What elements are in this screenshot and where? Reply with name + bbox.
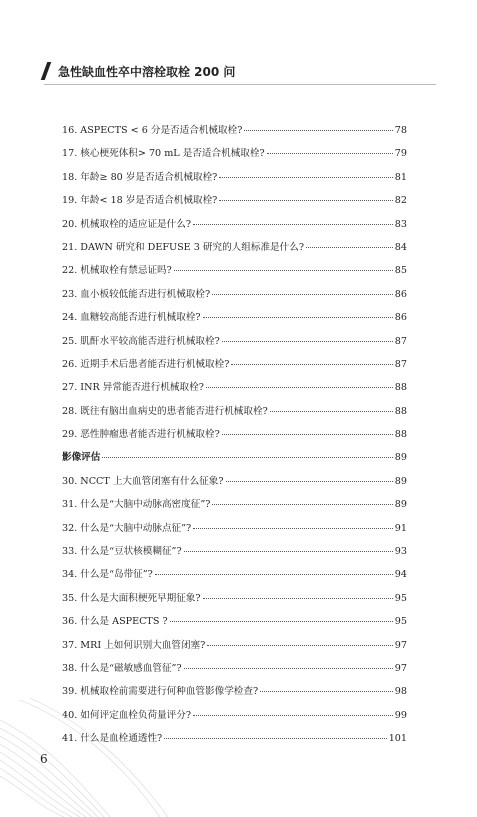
dot-leader [222, 341, 393, 342]
toc-entry-page: 97 [394, 662, 407, 674]
toc-entry-page: 86 [394, 312, 407, 324]
toc-entry-title: 40. 如何评定血栓负荷量评分? [62, 709, 191, 721]
toc-entry-title: 34. 什么是“岛带征”? [62, 569, 153, 581]
toc-entry-page: 87 [394, 335, 407, 347]
dot-leader [219, 200, 392, 201]
toc-entry-title: 39. 机械取栓前需要进行何种血管影像学检查? [62, 686, 259, 698]
toc-entry[interactable] [62, 239, 407, 262]
toc-entry[interactable] [62, 566, 407, 589]
toc-entry-title: 31. 什么是“大脑中动脉高密度征”? [62, 499, 211, 511]
toc-entry[interactable] [62, 613, 407, 636]
toc-entry[interactable] [62, 309, 407, 332]
toc-entry-page: 89 [394, 452, 407, 464]
toc-entry-title: 19. 年龄< 18 岁是否适合机械取栓? [62, 195, 218, 207]
toc-entry[interactable] [62, 403, 407, 426]
toc-entry-title: 30. NCCT 上大血管闭塞有什么征象? [62, 475, 224, 487]
toc-entry[interactable] [62, 379, 407, 402]
toc-entry-page: 91 [394, 522, 407, 534]
dot-leader [203, 317, 393, 318]
toc-entry-page: 78 [394, 125, 407, 136]
toc-entry-title: 26. 近期手术后患者能否进行机械取栓? [62, 358, 230, 370]
dot-leader [102, 457, 392, 458]
toc-entry[interactable] [62, 543, 407, 566]
toc-entry-title: 16. ASPECTS < 6 分是否适合机械取栓? [62, 125, 243, 136]
dot-leader [219, 177, 392, 178]
dot-leader [222, 434, 393, 435]
toc-entry-page: 79 [394, 148, 407, 160]
toc-entry-page: 97 [394, 639, 407, 651]
toc-entry-page: 86 [394, 288, 407, 300]
toc-entry-page: 94 [394, 569, 407, 581]
toc-entry[interactable] [62, 192, 407, 215]
decorative-wave-lines [0, 680, 200, 817]
toc-entry-page: 82 [394, 195, 407, 207]
toc-entry[interactable] [62, 169, 407, 192]
toc-entry-page: 84 [394, 241, 407, 253]
toc-entry[interactable] [62, 520, 407, 543]
dot-leader [226, 481, 393, 482]
toc-entry-title: 41. 什么是血栓通透性? [62, 733, 163, 745]
toc-entry-page: 101 [388, 733, 407, 745]
toc-entry-title: 38. 什么是“磁敏感血管征”? [62, 662, 182, 674]
toc-entry-page: 95 [394, 592, 407, 604]
dot-leader [212, 294, 393, 295]
toc-section-heading[interactable] [62, 449, 407, 472]
toc-entry-title: 22. 机械取栓有禁忌证吗? [62, 265, 172, 277]
toc-entry-title: 35. 什么是大面积梗死早期征象? [62, 592, 201, 604]
toc-entry-page: 98 [394, 686, 407, 698]
toc-entry[interactable] [62, 333, 407, 356]
toc-entry-page: 87 [394, 358, 407, 370]
page-number: 6 [40, 752, 48, 766]
dot-leader [170, 621, 393, 622]
dot-leader [193, 224, 393, 225]
toc-entry-page: 88 [394, 429, 407, 441]
toc-entry[interactable] [62, 286, 407, 309]
toc-entry[interactable] [62, 262, 407, 285]
toc-entry-title: 20. 机械取栓的适应证是什么? [62, 218, 191, 230]
dot-leader [207, 645, 393, 646]
toc-entry-title: 28. 既往有脑出血病史的患者能否进行机械取栓? [62, 405, 268, 417]
toc-entry[interactable] [62, 122, 407, 145]
toc-entry-page: 81 [394, 171, 407, 183]
toc-entry-title: 25. 肌酐水平较高能否进行机械取栓? [62, 335, 220, 347]
toc-section-title: 影像评估 [62, 452, 101, 464]
toc-entry-title: 33. 什么是“豆状核模糊征”? [62, 546, 182, 558]
toc-entry[interactable] [62, 637, 407, 660]
toc-entry[interactable] [62, 496, 407, 519]
dot-leader [306, 247, 393, 248]
dot-leader [193, 715, 393, 716]
dot-leader [231, 364, 392, 365]
toc-entry[interactable] [62, 473, 407, 496]
toc-entry[interactable] [62, 426, 407, 449]
toc-entry-title: 32. 什么是“大脑中动脉点征”? [62, 522, 192, 534]
toc-entry-title: 36. 什么是 ASPECTS ? [62, 616, 168, 628]
toc-entry[interactable] [62, 356, 407, 379]
toc-entry[interactable] [62, 145, 407, 168]
toc-entry-page: 89 [394, 499, 407, 511]
table-of-contents [62, 122, 407, 754]
dot-leader [193, 528, 393, 529]
dot-leader [212, 504, 392, 505]
toc-entry-title: 23. 血小板较低能否进行机械取栓? [62, 288, 211, 300]
toc-entry-title: 37. MRI 上如何识别大血管闭塞? [62, 639, 206, 651]
header-rule [44, 84, 436, 85]
dot-leader [244, 130, 392, 131]
toc-entry-title: 18. 年龄≥ 80 岁是否适合机械取栓? [62, 171, 218, 183]
dot-leader [184, 551, 393, 552]
toc-entry-page: 95 [394, 616, 407, 628]
toc-entry-title: 17. 核心梗死体积> 70 mL 是否适合机械取栓? [62, 148, 265, 160]
toc-entry[interactable] [62, 216, 407, 239]
dot-leader [203, 598, 393, 599]
dot-leader [270, 411, 393, 412]
toc-entry-page: 93 [394, 546, 407, 558]
book-title: 急性缺血性卒中溶栓取栓 200 问 [58, 65, 236, 79]
toc-entry[interactable] [62, 590, 407, 613]
dot-leader [260, 691, 393, 692]
toc-entry-page: 89 [394, 475, 407, 487]
dot-leader [184, 668, 393, 669]
toc-entry-page: 99 [394, 709, 407, 721]
dot-leader [174, 270, 393, 271]
header-accent-bar [41, 62, 52, 80]
toc-entry-title: 24. 血糖较高能否进行机械取栓? [62, 312, 201, 324]
toc-entry-page: 88 [394, 405, 407, 417]
toc-entry-page: 83 [394, 218, 407, 230]
dot-leader [206, 387, 393, 388]
dot-leader [267, 153, 393, 154]
toc-entry-page: 85 [394, 265, 407, 277]
dot-leader [155, 574, 393, 575]
toc-entry-title: 27. INR 异常能否进行机械取栓? [62, 382, 204, 394]
toc-entry-title: 21. DAWN 研究和 DEFUSE 3 研究的人组标准是什么? [62, 241, 304, 253]
toc-entry-page: 88 [394, 382, 407, 394]
toc-entry-title: 29. 恶性肿瘤患者能否进行机械取栓? [62, 429, 220, 441]
running-header [44, 60, 264, 82]
